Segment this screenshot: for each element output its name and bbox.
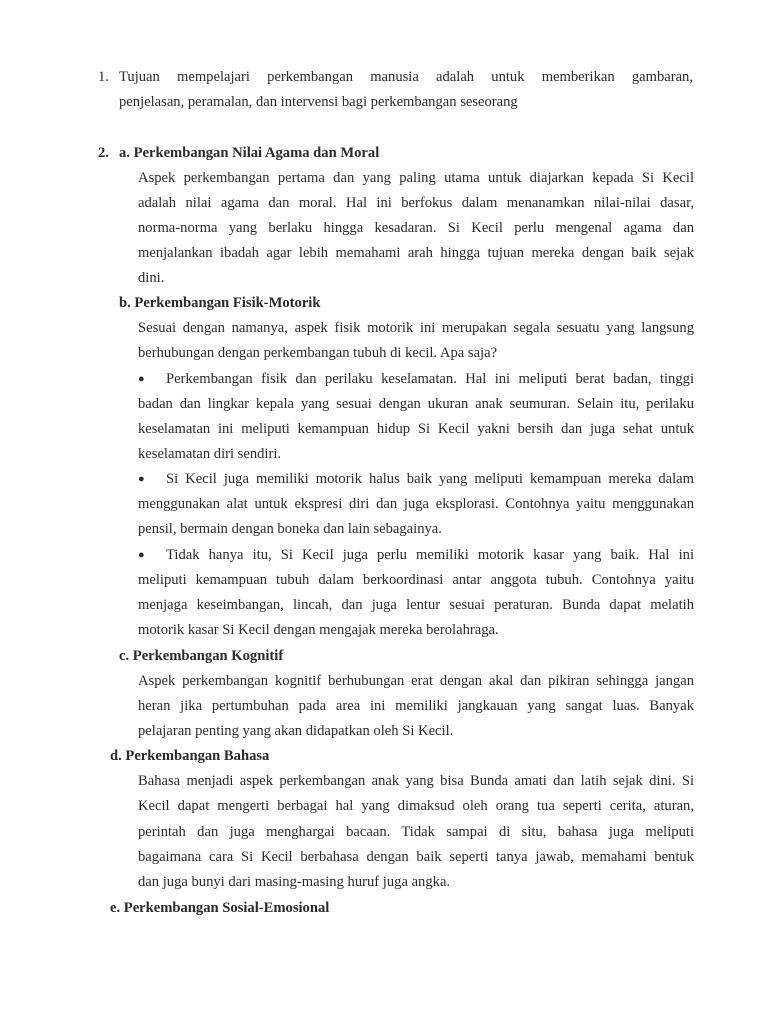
bullet-1-line-2: badan dan lingkar kepala yang sesuai dengan ukuran anak seumuran. Selain itu, perilaku (138, 396, 694, 412)
item-1-number: 1. (98, 69, 109, 85)
section-a-line-3: norma-norma yang berlaku hingga kesadaran. Si Kecil perlu mengenal agama dan (138, 220, 694, 236)
section-a-heading: a. Perkembangan Nilai Agama dan Moral (119, 145, 380, 161)
bullet-1-line-4: keselamatan diri sendiri. (138, 446, 282, 462)
bullet-icon: ● (138, 473, 145, 485)
section-d-line-3: perintah dan juga menghargai bacaan. Tidak sampai di situ, bahasa juga meliputi (138, 824, 694, 840)
section-a-line-5: dini. (138, 270, 165, 286)
section-c-line-1: Aspek perkembangan kognitif berhubungan erat dengan akal dan pikiran sehingga jangan (138, 673, 694, 689)
section-c-line-2: heran jika pertumbuhan pada area ini memiliki jangkauan yang sangat luas. Banyak (138, 698, 694, 714)
section-a-line-4: menjalankan ibadah agar lebih memahami arah hingga tujuan mereka dengan baik sejak (138, 245, 694, 261)
section-b-intro-line-2: berhubungan dengan perkembangan tubuh di kecil. Apa saja? (138, 345, 498, 361)
bullet-icon: ● (138, 549, 145, 561)
item-1-line-2: penjelasan, peramalan, dan intervensi bagi perkembangan seseorang (119, 94, 518, 110)
item-1-line-1: Tujuan mempelajari perkembangan manusia adalah untuk memberikan gambaran, (119, 69, 693, 85)
section-c-heading: c. Perkembangan Kognitif (119, 648, 284, 664)
item-2-number: 2. (98, 145, 109, 161)
bullet-2-line-2: menggunakan alat untuk ekspresi diri dan juga eksplorasi. Contohnya yaitu menggunakan (138, 496, 694, 512)
section-d-line-2: Kecil dapat mengerti berbagai hal yang dimaksud oleh orang tua seperti cerita, aturan, (138, 798, 694, 814)
bullet-3-line-3: menjaga keseimbangan, lincah, dan juga lentur sesuai peraturan. Bunda dapat melatih (138, 597, 694, 613)
section-a-line-1: Aspek perkembangan pertama dan yang paling utama untuk diajarkan kepada Si Kecil (138, 170, 694, 186)
section-d-heading: d. Perkembangan Bahasa (110, 748, 270, 764)
bullet-3-line-4: motorik kasar Si Kecil dengan mengajak mereka berolahraga. (138, 622, 499, 638)
bullet-2-line-3: pensil, bermain dengan boneka dan lain sebagainya. (138, 521, 442, 537)
section-c-line-3: pelajaran penting yang akan didapatkan oleh Si Kecil. (138, 723, 454, 739)
bullet-3-line-1: Tidak hanya itu, Si Kecil juga perlu memiliki motorik kasar yang baik. Hal ini (166, 547, 694, 563)
section-b-heading: b. Perkembangan Fisik-Motorik (119, 295, 321, 311)
section-d-line-1: Bahasa menjadi aspek perkembangan anak yang bisa Bunda amati dan latih sejak dini. Si (138, 773, 694, 789)
section-a-line-2: adalah nilai agama dan moral. Hal ini berfokus dalam menanamkan nilai-nilai dasar, (138, 195, 694, 211)
bullet-icon: ● (138, 373, 145, 385)
section-d-line-4: bagaimana cara Si Kecil berbahasa dengan baik seperti tanya jawab, memahami bentuk (138, 849, 694, 865)
bullet-1-line-1: Perkembangan fisik dan perilaku keselamatan. Hal ini meliputi berat badan, tinggi (166, 371, 694, 387)
section-d-line-5: dan juga bunyi dari masing-masing huruf juga angka. (138, 874, 451, 890)
section-b-intro-line-1: Sesuai dengan namanya, aspek fisik motorik ini merupakan segala sesuatu yang langsung (138, 320, 694, 336)
bullet-2-line-1: Si Kecil juga memiliki motorik halus baik yang meliputi kemampuan mereka dalam (166, 471, 694, 487)
bullet-1-line-3: keselamatan ini meliputi kemampuan hidup Si Kecil yakni bersih dan juga sehat untuk (138, 421, 694, 437)
section-e-heading: e. Perkembangan Sosial-Emosional (110, 900, 330, 916)
bullet-3-line-2: meliputi kemampuan tubuh dalam berkoordinasi antar anggota tubuh. Contohnya yaitu (138, 572, 694, 588)
